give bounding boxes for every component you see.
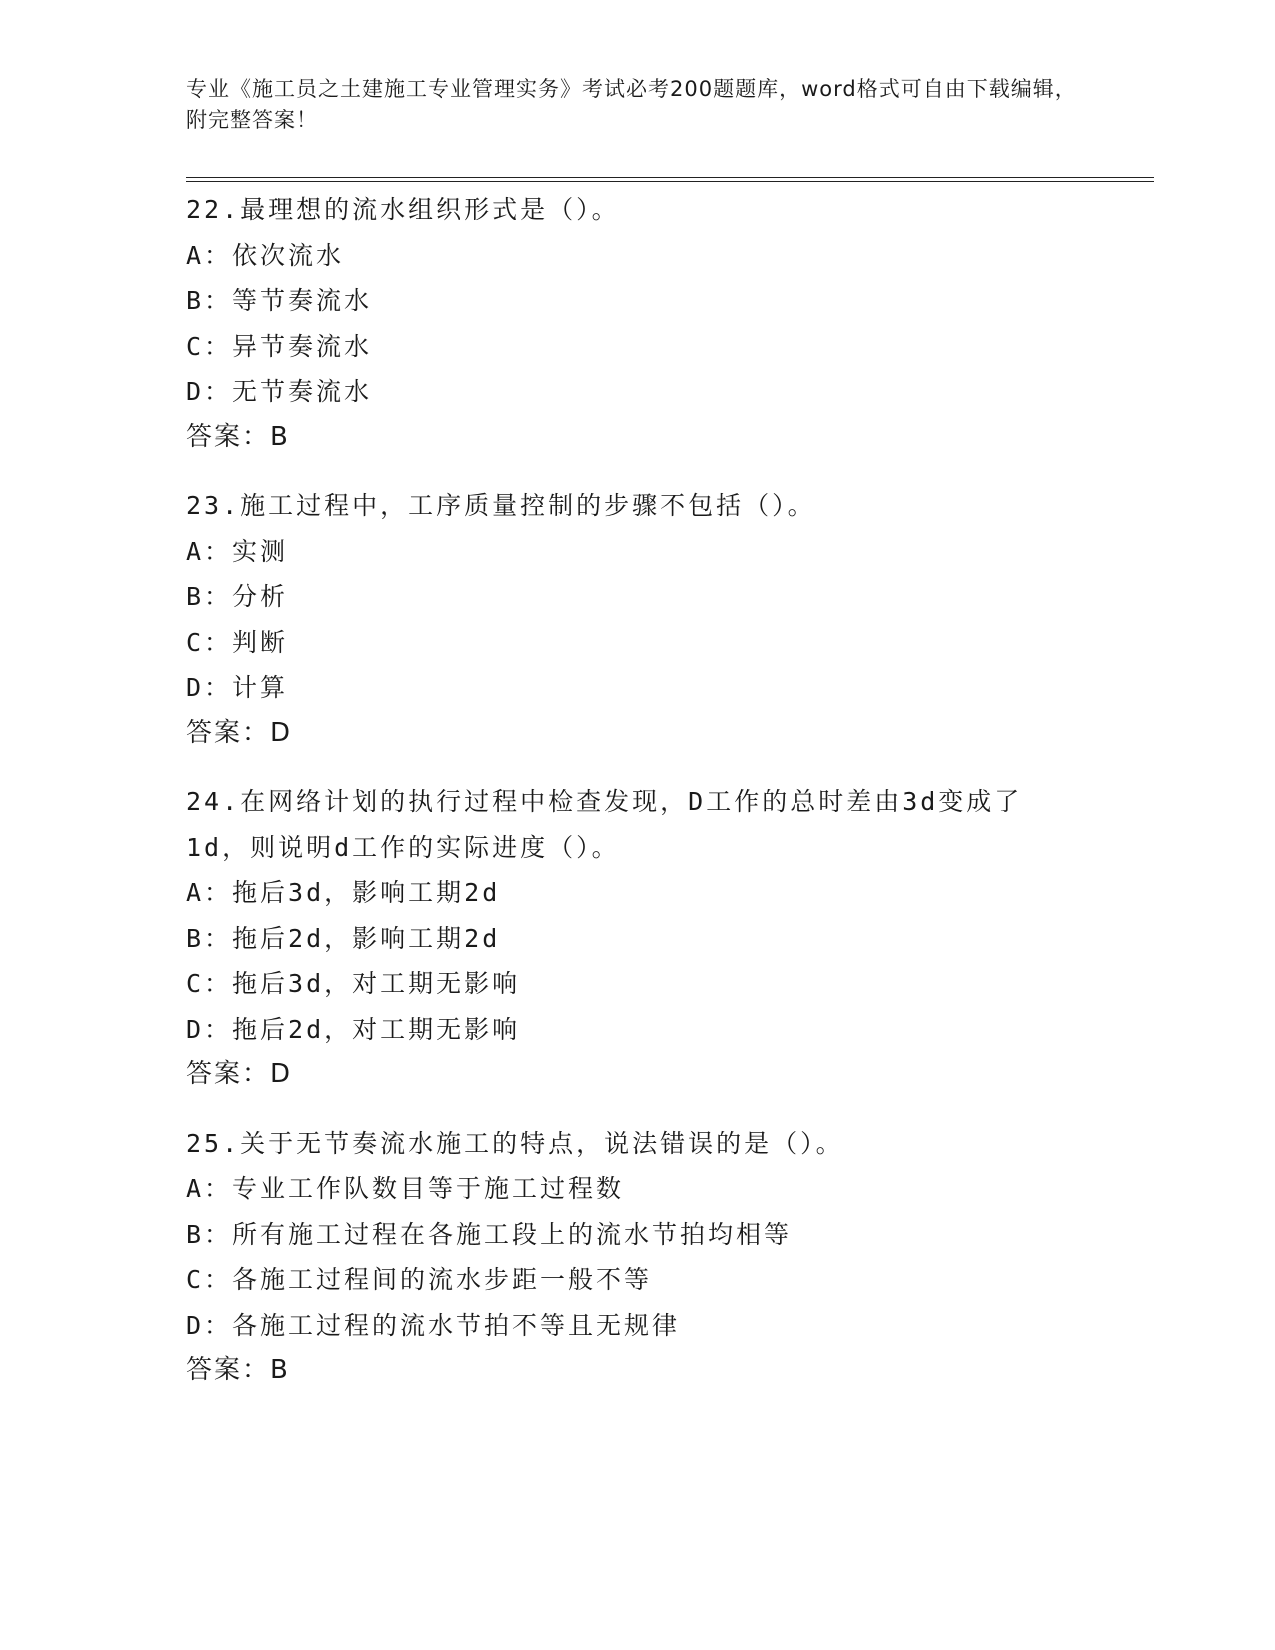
option-c: C：异节奏流水 — [186, 331, 373, 361]
question-22 — [186, 187, 1156, 460]
option-a: A：拖后3d，影响工期2d — [186, 878, 501, 907]
option-a: A：实测 — [186, 536, 289, 566]
option-b: B：所有施工过程在各施工段上的流水节拍均相等 — [186, 1219, 793, 1249]
question-stem: 24.在网络计划的执行过程中检查发现，D工作的总时差由3d变成了1d，则说明d工作的实际进度（）。 — [186, 787, 1023, 862]
option-b: B：等节奏流水 — [186, 286, 373, 315]
option-a: A：专业工作队数目等于施工过程数 — [186, 1174, 625, 1203]
option-a: A：依次流水 — [186, 240, 345, 270]
answer-label: 答案：D — [186, 1059, 293, 1089]
option-d: D：计算 — [186, 673, 289, 702]
answer-label: 答案：D — [186, 717, 293, 748]
option-d: D：拖后2d，对工期无影响 — [186, 1014, 521, 1044]
header-divider — [186, 177, 1154, 182]
option-c: C：各施工过程间的流水步距一般不等 — [186, 1265, 653, 1294]
question-stem: 25.关于无节奏流水施工的特点，说法错误的是（）。 — [186, 1128, 844, 1158]
option-b: B：分析 — [186, 582, 289, 611]
question-23 — [186, 483, 1156, 756]
option-d: D：无节奏流水 — [186, 377, 373, 406]
option-c: C：拖后3d，对工期无影响 — [186, 969, 521, 998]
option-b: B：拖后2d，影响工期2d — [186, 923, 501, 953]
question-stem: 22.最理想的流水组织形式是（）。 — [186, 195, 620, 224]
option-d: D：各施工过程的流水节拍不等且无规律 — [186, 1310, 681, 1340]
option-c: C：判断 — [186, 627, 289, 657]
question-25 — [186, 1121, 1156, 1394]
document-header: 专业《施工员之土建施工专业管理实务》考试必考200题题库，word格式可自由下载编辑，附完整答案！ — [186, 77, 1077, 132]
answer-label: 答案：B — [186, 1355, 290, 1385]
answer-label: 答案：B — [186, 421, 290, 452]
question-stem: 23.施工过程中，工序质量控制的步骤不包括（）。 — [186, 491, 816, 520]
question-list — [186, 187, 1156, 1417]
question-24 — [186, 779, 1156, 1098]
